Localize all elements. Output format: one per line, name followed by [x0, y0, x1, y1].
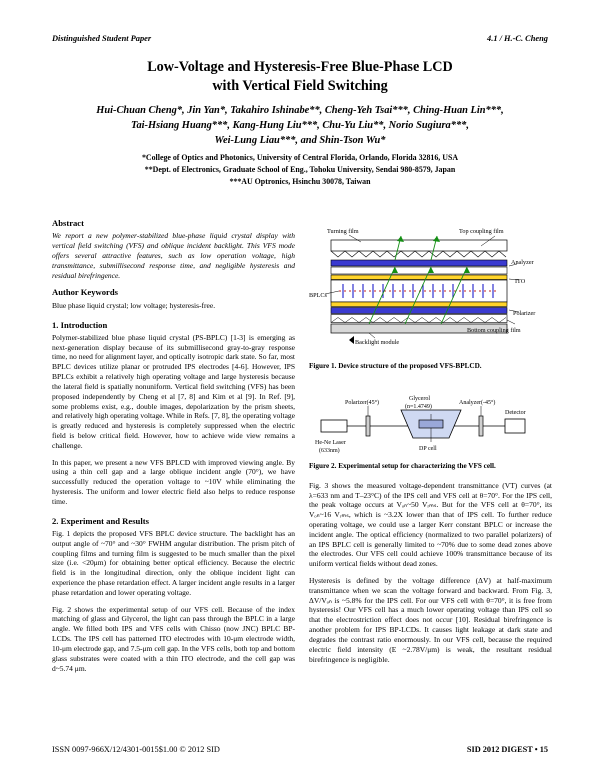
fig1-label-backlight-module: Backlight module	[355, 339, 400, 346]
fig2-label-dp-cell: DP cell	[419, 446, 437, 453]
right-column	[309, 218, 552, 671]
experiment-paragraph-2: Fig. 2 shows the experimental setup of our VFS cell. Because of the index matching of glass and Glycerol, the light can pass through the BPLC in a large angle. We filled both IPS and VFS cells with Chisso (now JNC) BPLC BP-LCDs. The IPS cell has patterned ITO electrodes with 10-μm electrode width, 10-μm electrode gap, and 7.5-μm cell gap. In the VFS cells, both top and bottom glass substrates were coated with a thin ITO electrode, and the cell gap was d~5.74 μm.	[52, 604, 295, 673]
affiliation-line-3: ***AU Optronics, Hsinchu 30078, Taiwan	[229, 176, 371, 186]
fig1-label-turning-film: Turning film	[327, 228, 359, 235]
figure-2-image	[309, 380, 552, 458]
fig2-label-glycerol: Glycerol	[409, 396, 430, 403]
abstract-heading: Abstract	[52, 218, 84, 228]
title-line-2: with Vertical Field Switching	[212, 78, 388, 95]
fig1-label-polarizer: Polarizer	[513, 310, 536, 317]
fig2-label-detector: Detector	[505, 410, 526, 417]
introduction-heading: 1. Introduction	[52, 319, 108, 330]
introduction-paragraph-2: In this paper, we present a new VFS BPLCD with improved viewing angle. By using a thin cell gap and a large oblique incident angle (70°), we have successfully reduced the operation voltage to ~10V while eliminating the hysteresis. The uniform and lower electric field also helps to reduce response time.	[52, 457, 295, 506]
figure-1-image	[309, 220, 552, 358]
experiment-paragraph-1: Fig. 1 depicts the proposed VFS BPLC device structure. The backlight has an output angle of ~70° and ~30° FWHM angular distribution. The prism pitch of coupling films and turning film is suggested to be much smaller than the pixel size (i.e. <20μm) for obtaining better optical efficiency. Because the electric field is in the longitudinal direction, only the oblique incident light can experience the phase retardation effect. A larger incident angle results in a larger phase retardation and lower operating voltage.	[52, 528, 295, 597]
running-head	[52, 34, 548, 43]
affiliation-line-2: **Dept. of Electronics, Graduate School of Eng., Tohoku University, Sendai 980-8579, Japan	[144, 164, 456, 174]
author-line-1: Hui-Chuan Cheng*, Jin Yan*, Takahiro Ishinabe**, Cheng-Yeh Tsai***, Ching-Huan Lin***,	[96, 105, 504, 116]
figure-1-caption: Figure 1. Device structure of the proposed VFS-BPLCD.	[309, 362, 482, 370]
fig2-label-wavelength: (633nm)	[319, 448, 340, 455]
running-head-right: 4.1 / H.-C. Cheng	[487, 34, 548, 43]
author-line-3: Wei-Lung Liau***, and Shin-Tson Wu*	[214, 135, 386, 147]
fig1-label-ito: ITO	[515, 278, 526, 285]
keywords-text: Blue phase liquid crystal; low voltage; hysteresis-free.	[52, 300, 216, 310]
affiliation-line-1: *College of Optics and Photonics, University of Central Florida, Orlando, Florida 32816, USA	[141, 153, 459, 162]
author-line-2: Tai-Hsiang Huang***, Kang-Hung Liu***, Chu-Yu Liu**, Norio Sugiura***,	[131, 120, 469, 132]
fig2-label-laser: He-Ne Laser	[315, 440, 346, 447]
affiliation-list	[52, 152, 548, 188]
author-list	[52, 103, 548, 148]
footer-digest: SID 2012 DIGEST • 15	[466, 745, 548, 754]
fig1-label-analyzer: Analyzer	[511, 259, 534, 266]
running-head-left: Distinguished Student Paper	[52, 34, 152, 43]
footer-issn: ISSN 0097-966X/12/4301-0015$1.00 © 2012 SID	[52, 745, 220, 754]
introduction-paragraph-1: Polymer-stabilized blue phase liquid crystal (PS-BPLC) [1-3] is emerging as next-generation display because of its submillisecond gray-to-gray response time, no need for alignment layer, and optically isotropic dark state. So far, most BPLC devices utilize planar or protruded IPS electrodes [4-6]. However, IPS BPLCs exhibit a relatively high operating voltage and large hysteresis because the lateral field is spatially nonuniform. Vertical field switching (VFS) has been proposed independently by Cheng et al [7, 8] and Kim et al [9]. In Ref. [9], some problems exist, e.g., double images, depolarization by the prism sheets, and relatively high operating voltage. While in Refs. [7, 8], the operating voltage is greatly reduced and hysteresis is completely suppressed when the electric field is below critical field. However, how to achieve wide view remains a challenge.	[52, 332, 295, 450]
page-title	[52, 58, 548, 96]
left-column	[52, 218, 295, 680]
experiment-heading: 2. Experiment and Results	[52, 515, 149, 526]
keywords-heading: Author Keywords	[52, 287, 118, 298]
abstract-text: We report a new polymer-stabilized blue-phase liquid crystal display with vertical field switching (VFS) and oblique incident backlight. This VFS mode offers several attractive features, such as low operation voltage, high transmittance, submillisecond response time, and negligible hysteresis and residual birefringence.	[52, 231, 295, 280]
results-paragraph-1: Fig. 3 shows the measured voltage-dependent transmittance (VT) curves (at λ=633 nm and T–23°C) of the IPS cell and VFS cell at θ=70°. For the IPS cell, the peak voltage occurs at Vₒₙ~50 Vᵣₘₛ. But for the VFS cell at θ=70°, its Vₒₙ~16 Vᵣₘₛ, which is ~3.2X lower than that of IPS cell. To further reduce operating voltage, we could use a larger Kerr constant BPLC or increase the incident angle. The optical efficiency (normalized to two parallel polarizers) of an IPS BPLC cell is generally limited to ~70% due to some dead zones above the electrodes. Our VFS cell could achieve 100% transmittance because of its uniform vertical fields without dead zones.	[309, 480, 552, 569]
fig2-label-polarizer: Polarizer(45°)	[345, 400, 380, 407]
title-line-1: Low-Voltage and Hysteresis-Free Blue-Phase LCD	[147, 59, 453, 75]
fig2-label-analyzer: Analyzer(-45°)	[459, 400, 496, 407]
fig2-label-index: (n=1.4749)	[405, 404, 432, 411]
figure-2-caption: Figure 2. Experimental setup for characterizing the VFS cell.	[309, 462, 496, 471]
results-paragraph-2: Hysteresis is defined by the voltage difference (ΔV) at half-maximum transmittance when we scan the voltage forward and backward. From Fig. 3, ΔV/Vₒₙ is ~5.8% for the IPS cell. For our VFS cell with θ=70°, it is free from hysteresis! Our VFS cell has a much lower operating voltage than IPS cell so that the electrostriction effect does not occur [10]. Residual birefringence is another problem for IPS BP-LCDs. It causes light leakage at dark state and degrades the contrast ratio enormously. In our VFS cell, because the required electric field intensity (E ~2.78V/μm) is weak, the resultant residual birefringence is negligible.	[309, 576, 552, 664]
fig1-label-bplcs: BPLCs	[309, 292, 327, 299]
fig1-label-top-coupling-film: Top coupling film	[459, 228, 504, 235]
page-footer	[52, 745, 548, 754]
fig1-label-bottom-coupling-film: Bottom coupling film	[467, 327, 521, 334]
